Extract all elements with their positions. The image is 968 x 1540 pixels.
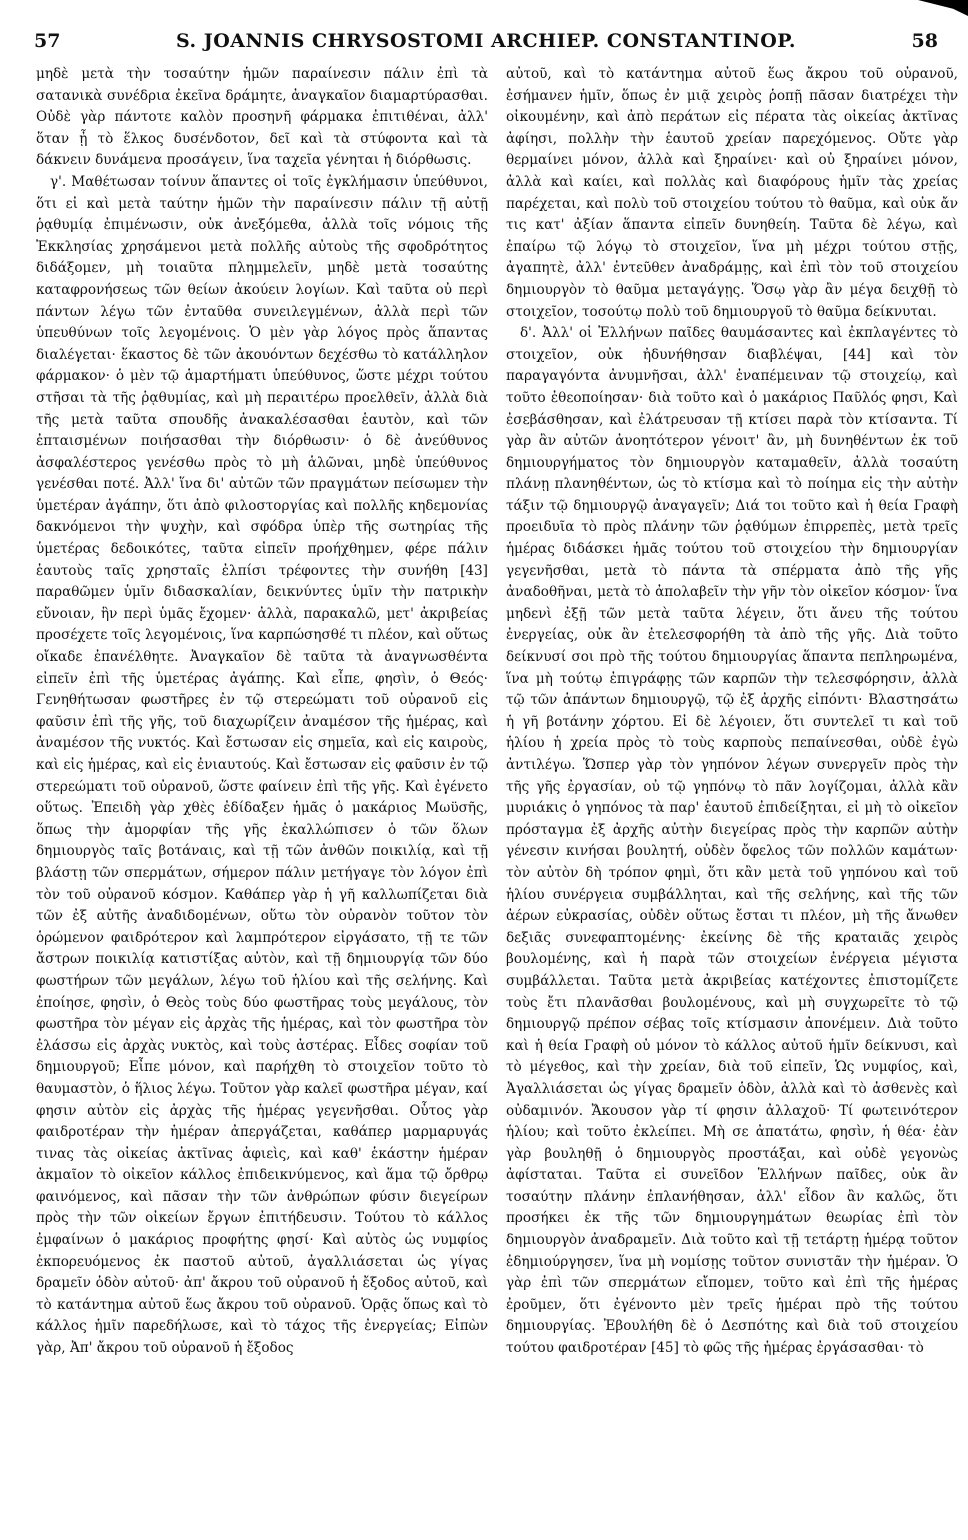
left-paragraph-2: γ'. Μαθέτωσαν τοίνυν ἅπαντες οἱ τοῖς ἐγκλήμασιν ὑπεύθυνοι, ὅτι εἰ καὶ μετὰ ταύτην ἡμῶν τὴν παραίνεσιν πάλιν τῇ αὐτῇ ῥᾳθυμίᾳ ἐπιμένωσιν, οὐκ ἀνεξόμεθα, ἀλλὰ τοῖς νόμοις τῆς Ἐκκλησίας χρησάμενοι μετὰ πολλῆς αὐτοὺς τῆς σφοδρότητος διδάξομεν, μὴ τοιαῦτα πλημμελεῖν, μηδὲ μετὰ τοσαύτης καταφρονήσεως τῶν θείων ἀκούειν λογίων. Καὶ ταῦτα οὐ περὶ πάντων λέγω τῶν ἐνταῦθα συνειλεγμένων, ἀλλὰ περὶ τῶν ὑπευθύνων τοῖς λεγομένοις. Ὁ μὲν γὰρ λόγος πρὸς ἅπαντας διαλέγεται· ἕκαστος δὲ τῶν ἀκουόντων δεχέσθω τὸ κατάλληλον φάρμακον· ὁ μὲν τῷ ἁμαρτήματι ὑπεύθυνος, ὥστε μέχρι τούτου στῆσαι τὰ τῆς ῥᾳθυμίας, καὶ μὴ περαιτέρω προελθεῖν, ἀλλὰ διὰ τῆς μετὰ ταῦτα σπουδῆς ἀνακαλέσασθαι ἑαυτὸν, καὶ τῶν ἐπταισμένων ποιήσασθαι τὴν διόρθωσιν· ὁ δὲ ἀνεύθυνος ἀσφαλέστερος γενέσθω πρὸς τὸ μὴ ἁλῶναι, μηδὲ ὑπεύθυνος γενέσθαι ποτέ. Ἀλλ' ἵνα δι' αὐτῶν τῶν πραγμάτων πείσωμεν τὴν ὑμετέραν ἀγάπην, ὅτι ἀπὸ φιλοστοργίας καὶ πολλῆς κηδεμονίας δακνόμενοι τὴν ψυχὴν, καὶ σφόδρα ὑπὲρ τῆς σωτηρίας τῆς ὑμετέρας δεδοικότες, ταῦτα εἰπεῖν προήχθημεν, φέρε πάλιν ἑαυτοὺς ταῖς χρησταῖς ἐλπίσι τρέφοντες τὴν συνήθη [43] παραθῶμεν ὑμῖν διδασκαλίαν, δεικνύντες ὑμῖν τὴν πατρικὴν εὔνοιαν, ἣν περὶ ὑμᾶς ἔχομεν· ἀλλὰ, παρακαλῶ, μετ' ἀκριβείας προσέχετε τοῖς λεγομένοις, ἵνα καρπώσησθέ τι πλέον, καὶ οὕτως οἴκαδε ἐπανέλθητε. Ἀναγκαῖον δὲ ταῦτα τὰ ἀναγνωσθέντα εἰπεῖν ἐπὶ τῆς ὑμετέρας ἀγάπης. Καὶ εἶπε, φησὶν, ὁ Θεός· Γενηθήτωσαν φωστῆρες ἐν τῷ στερεώματι τοῦ οὐρανοῦ εἰς φαῦσιν ἐπὶ τῆς γῆς, τοῦ διαχωρίζειν ἀναμέσον τῆς ἡμέρας, καὶ ἀναμέσον τῆς νυκτός. Καὶ ἔστωσαν εἰς σημεῖα, καὶ εἰς καιροὺς, καὶ εἰς ἡμέρας, καὶ εἰς ἐνιαυτούς. Καὶ ἔστωσαν εἰς φαῦσιν ἐν τῷ στερεώματι τοῦ οὐρανοῦ, ὥστε φαίνειν ἐπὶ τῆς γῆς. Καὶ ἐγένετο οὕτως. Ἐπειδὴ γὰρ χθὲς ἐδίδαξεν ἡμᾶς ὁ μακάριος Μωϋσῆς, ὅπως τὴν ἀμορφίαν τῆς γῆς ἐκαλλώπισεν ὁ τῶν ὅλων δημιουργὸς ταῖς βοτάναις, καὶ τῇ τῶν ἀνθῶν ποικιλίᾳ, καὶ τῇ βλάστῃ τῶν σπερμάτων, σήμερον πάλιν μετήγαγε τὸν λόγον ἐπὶ τὸν τοῦ οὐρανοῦ κόσμον. Καθάπερ γὰρ ἡ γῆ καλλωπίζεται διὰ τῶν ἐξ αὐτῆς ἀναδιδομένων, οὕτω τὸν οὐρανὸν τοῦτον τὸν ὁρώμενον φαιδρότερον καὶ λαμπρότερον εἰργάσατο, τῇ τε τῶν ἄστρων ποικιλίᾳ κατιστίξας αὐτὸν, καὶ τῇ δημιουργίᾳ τῶν δύο φωστήρων τῶν μεγάλων, λέγω τοῦ ἡλίου καὶ τῆς σελήνης. Καὶ ἐποίησε, φησὶν, ὁ Θεὸς τοὺς δύο φωστῆρας τοὺς μεγάλους, τὸν φωστῆρα τὸν μέγαν εἰς ἀρχὰς τῆς ἡμέρας, καὶ τὸν φωστῆρα τὸν ἐλάσσω εἰς ἀρχὰς νυκτὸς, καὶ τοὺς ἀστέρας. Εἶδες σοφίαν τοῦ δημιουργοῦ; Εἶπε μόνον, καὶ παρήχθη τὸ στοιχεῖον τοῦτο τὸ θαυμαστὸν, ὁ ἥλιος λέγω. Τοῦτον γὰρ καλεῖ φωστῆρα μέγαν, καί φησιν αὐτὸν εἰς ἀρχὰς τῆς ἡμέρας γεγενῆσθαι. Οὗτος γὰρ φαιδροτέραν τὴν ἡμέραν ἀπεργάζεται, καθάπερ μαρμαρυγάς τινας τὰς οἰκείας ἀκτῖνας ἀφιεὶς, καὶ καθ' ἑκάστην ἡμέραν ἀκμαῖον τὸ οἰκεῖον κάλλος ἐπιδεικνύμενος, καὶ ἅμα τῷ ὄρθρῳ φαινόμενος, καὶ πᾶσαν τὴν τῶν ἀνθρώπων φύσιν διεγείρων πρὸς τὴν τῶν οἰκείων ἔργων ἐπιτήδευσιν. Τούτου τὸ κάλλος ἐμφαίνων ὁ μακάριος προφήτης φησί· Καὶ αὐτὸς ὡς νυμφίος ἐκπορευόμενος ἐκ παστοῦ αὐτοῦ, ἀγαλλιάσεται ὡς γίγας δραμεῖν ὁδὸν αὐτοῦ· ἀπ' ἄκρου τοῦ οὐρανοῦ ἡ ἔξοδος αὐτοῦ, καὶ τὸ κατάντημα αὐτοῦ ἕως ἄκρου τοῦ οὐρανοῦ. Ὁρᾷς ὅπως καὶ τὸ κάλλος ἡμῖν παρεδήλωσε, καὶ τὸ τάχος τῆς ἐνεργείας; Εἰπὼν γὰρ, Ἀπ' ἄκρου τοῦ οὐρανοῦ ἡ ἔξοδος	[36, 173, 488, 1357]
left-paragraph-1: μηδὲ μετὰ τὴν τοσαύτην ἡμῶν παραίνεσιν πάλιν ἐπὶ τὰ σατανικὰ συνέδρια ἐκεῖνα δράμητε, ἀναγκαῖον διαμαρτύρασθαι. Οὐδὲ γὰρ πάντοτε καλὸν προσηνῆ φάρμακα ἐπιτιθέναι, ἀλλ' ὅταν ᾖ τὸ ἕλκος δυσένδοτον, δεῖ καὶ τὰ στύφοντα καὶ τὰ δάκνειν δυνάμενα προσάγειν, ἵνα ταχεῖα γένηται ἡ διόρθωσις.	[36, 66, 488, 169]
right-paragraph-1: αὐτοῦ, καὶ τὸ κατάντημα αὐτοῦ ἕως ἄκρου τοῦ οὐρανοῦ, ἐσήμανεν ἡμῖν, ὅπως ἐν μιᾷ χειρὸς ῥοπῇ πᾶσαν διατρέχει τὴν οἰκουμένην, καὶ ἀπὸ περάτων εἰς πέρατα τὰς οἰκείας ἀκτῖνας ἀφίησι, πολλὴν τὴν ἑαυτοῦ χρείαν παρεχόμενος. Οὔτε γὰρ θερμαίνει μόνον, ἀλλὰ καὶ ξηραίνει· καὶ οὐ ξηραίνει μόνον, ἀλλὰ καὶ καίει, καὶ πολλὰς καὶ διαφόρους ἡμῖν τὰς χρείας παρέχεται, καὶ πολὺ τοῦ στοιχείου τούτου τὸ θαῦμα, καὶ οὐκ ἄν τις κατ' ἀξίαν ἅπαντα εἰπεῖν δυνηθείη. Ταῦτα δὲ λέγω, καὶ ἐπαίρω τῷ λόγῳ τὸ στοιχεῖον, ἵνα μὴ μέχρι τούτου στῇς, ἀγαπητὲ, ἀλλ' ἐντεῦθεν ἀναδράμῃς, καὶ ἐπὶ τὸν τοῦ στοιχείου δημιουργὸν τὸ θαῦμα μεταγάγῃς. Ὅσῳ γὰρ ἂν μέγα δειχθῇ τὸ στοιχεῖον, τοσούτῳ πολὺ τοῦ δημιουργοῦ τὸ θαῦμα δείκνυται.	[506, 66, 958, 320]
left-page-number: 57	[34, 30, 61, 52]
scan-edge-mark	[918, 0, 968, 16]
right-page-number: 58	[911, 30, 938, 52]
right-column	[506, 64, 958, 1519]
page-header	[34, 30, 938, 60]
right-paragraph-2: δ'. Ἀλλ' οἱ Ἑλλήνων παῖδες θαυμάσαντες καὶ ἐκπλαγέντες τὸ στοιχεῖον, οὐκ ἠδυνήθησαν διαβλέψαι, [44] καὶ τὸν παραγαγόντα ἀνυμνῆσαι, ἀλλ' ἐναπέμειναν τῷ στοιχείῳ, καὶ τοῦτο ἐθεοποίησαν· διὰ τοῦτο καὶ ὁ μακάριος Παῦλός φησι, Καὶ ἐσεβάσθησαν, καὶ ἐλάτρευσαν τῇ κτίσει παρὰ τὸν κτίσαντα. Τί γὰρ ἂν αὐτῶν ἀνοητότερον γένοιτ' ἂν, μὴ δυνηθέντων ἐκ τοῦ δημιουργήματος τὸν δημιουργὸν καταμαθεῖν, ἀλλὰ τοσαύτη πλάνῃ πλανηθέντων, ὡς τὸ κτίσμα καὶ τὸ ποίημα εἰς τὴν αὐτὴν τάξιν τῷ δημιουργῷ ἀναγαγεῖν; Διά τοι τοῦτο καὶ ἡ θεία Γραφὴ προειδυῖα τὸ πρὸς πλάνην τῶν ῥᾳθύμων ἐπιρρεπὲς, μετὰ τρεῖς ἡμέρας διδάσκει ἡμᾶς τούτου τοῦ στοιχείου τὴν δημιουργίαν γεγενῆσθαι, μετὰ τὸ πάντα τὰ σπέρματα ἀπὸ τῆς γῆς ἀναδοθῆναι, μετὰ τὸ ἀπολαβεῖν τὴν γῆν τὸν οἰκεῖον κόσμον· ἵνα μηδενὶ ἐξῇ τῶν μετὰ ταῦτα λέγειν, ὅτι ἄνευ τῆς τούτου ἐνεργείας, οὐκ ἂν ἐτελεσφορήθη τὰ ἀπὸ τῆς γῆς. Διὰ τοῦτο δείκνυσί σοι πρὸ τῆς τούτου δημιουργίας ἅπαντα πεπληρωμένα, ἵνα μὴ τούτῳ ἐπιγράφῃς τῶν καρπῶν τὴν τελεσφόρησιν, ἀλλὰ τῷ τῶν ἁπάντων δημιουργῷ, τῷ ἐξ ἀρχῆς εἰπόντι· Βλαστησάτω ἡ γῆ βοτάνην χόρτου. Εἰ δὲ λέγοιεν, ὅτι συντελεῖ τι καὶ τοῦ ἡλίου ἡ χρεία πρὸς τὸ τοὺς καρποὺς πεπαίνεσθαι, οὐδὲ ἐγὼ ἀντιλέγω. Ὥσπερ γὰρ τὸν γηπόνον λέγων συνεργεῖν πρὸς τὴν τῆς γῆς ἐργασίαν, οὐ τῷ γηπόνῳ τὸ πᾶν λογίζομαι, ἀλλὰ κἂν μυριάκις ὁ γηπόνος τὰ παρ' ἑαυτοῦ ἐπιδείξηται, εἰ μὴ τὸ οἰκεῖον πρόσταγμα ἐξ ἀρχῆς αὐτὴν διεγείρας πρὸς τὴν καρπῶν αὐτὴν γένεσιν κινήσαι βουλητή, οὐδὲν ὄφελος τῶν πολλῶν καμάτων· τὸν αὐτὸν δὴ τρόπον φημὶ, ὅτι κἂν μετὰ τοῦ γηπόνου καὶ τοῦ ἡλίου συνέργεια συμβάλληται, καὶ τῆς σελήνης, καὶ τῆς τῶν ἀέρων εὐκρασίας, οὐδὲν οὕτως ἔσται τι πλέον, μὴ τῆς ἄνωθεν δεξιᾶς συνεφαπτομένης· ἐκείνης δὲ τῆς κραταιᾶς χειρὸς βουλομένης, καὶ ἡ παρὰ τῶν στοιχείων ἐνέργεια μέγιστα συμβάλλεται. Ταῦτα μετὰ ἀκριβείας κατέχοντες ἐπιστομίζετε τοὺς ἔτι πλανᾶσθαι βουλομένους, καὶ μὴ συγχωρεῖτε τὸ τῷ δημιουργῷ πρέπον σέβας τοῖς κτίσμασιν ἀπονέμειν. Διὰ τοῦτο καὶ ἡ θεία Γραφὴ οὐ μόνον τὸ κάλλος αὐτοῦ ἡμῖν δείκνυσι, καὶ τὸ μέγεθος, καὶ τὴν χρείαν, διὰ τοῦ εἰπεῖν, Ὡς νυμφίος, καὶ, Ἀγαλλιάσεται ὡς γίγας δραμεῖν ὁδὸν, ἀλλὰ καὶ τὸ ἀσθενὲς καὶ οὐδαμινόν. Ἄκουσον γὰρ τί φησιν ἀλλαχοῦ· Τί φωτεινότερον ἡλίου; καὶ τοῦτο ἐκλείπει. Μὴ σε ἀπατάτω, φησὶν, ἡ θέα· ἐὰν γὰρ βουληθῇ ὁ δημιουργὸς προστάξαι, καὶ οὐδὲ γεγονὼς ἀφίσταται. Ταῦτα εἰ συνεῖδον Ἑλλήνων παῖδες, οὐκ ἂν τοσαύτην πλάνην ἐπλανήθησαν, ἀλλ' εἶδον ἂν καλῶς, ὅτι προσήκει ἐκ τῆς τῶν δημιουργημάτων θεωρίας ἐπὶ τὸν δημιουργὸν ἀναδραμεῖν. Διὰ τοῦτο καὶ τῇ τετάρτῃ ἡμέρᾳ τοῦτον ἐδημιούργησεν, ἵνα μὴ νομίσῃς τοῦτον συνιστᾶν τὴν ἡμέραν. Ὁ γὰρ ἐπὶ τῶν σπερμάτων εἴπομεν, τοῦτο καὶ ἐπὶ τῆς ἡμέρας ἐροῦμεν, ὅτι ἐγένοντο μὲν τρεῖς ἡμέραι πρὸ τῆς τούτου δημιουργίας. Ἐβουλήθη δὲ ὁ Δεσπότης καὶ διὰ τοῦ στοιχείου τούτου φαιδροτέραν [45] τὸ φῶς τῆς ἡμέρας ἐργάσασθαι· τὸ	[506, 325, 958, 1357]
running-head: S. JOANNIS CHRYSOSTOMI ARCHIEP. CONSTANTINOP.	[175, 30, 797, 52]
left-column	[36, 64, 488, 1519]
